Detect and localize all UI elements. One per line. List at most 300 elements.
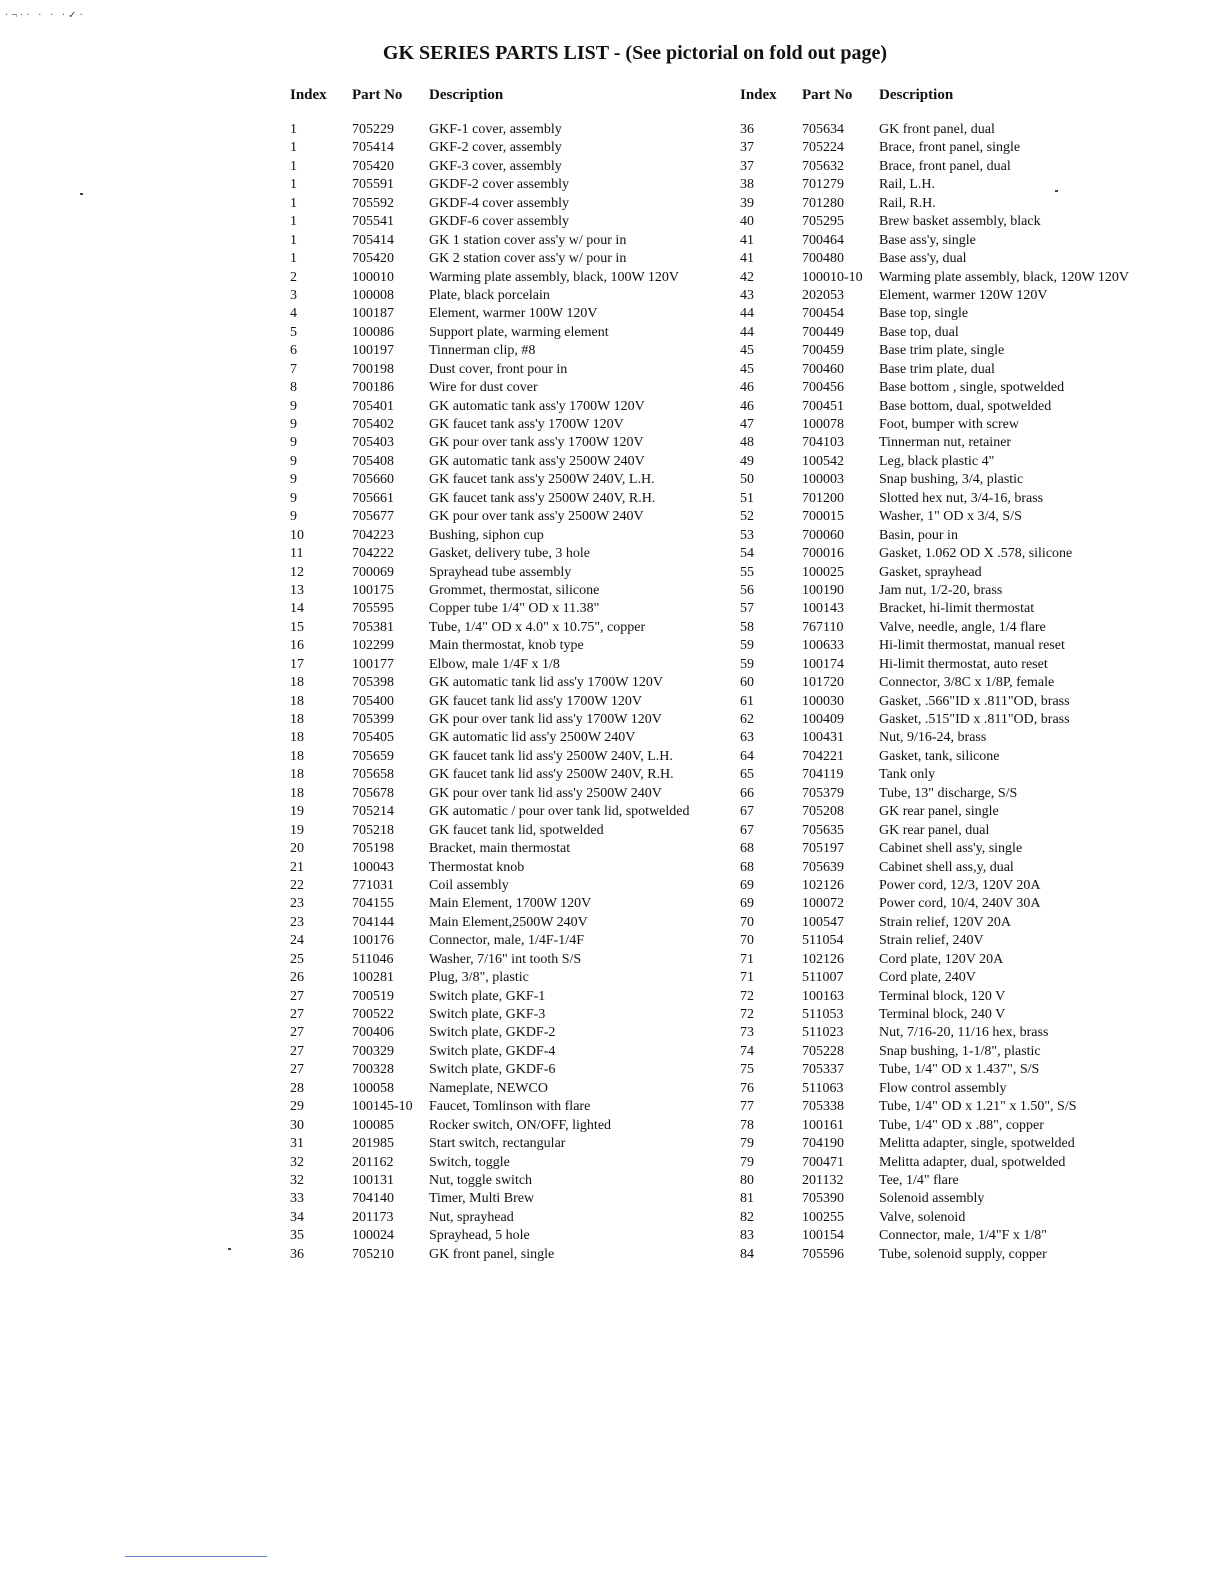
row-index: 21: [290, 859, 304, 875]
table-row: [740, 803, 1180, 821]
row-index: 10: [290, 527, 304, 543]
row-index: 42: [740, 269, 754, 285]
row-part-no: 100043: [352, 859, 394, 875]
row-index: 83: [740, 1228, 754, 1244]
row-description: Snap bushing, 1-1/8", plastic: [879, 1043, 1041, 1059]
row-index: 3: [290, 287, 297, 303]
table-row: [290, 195, 740, 213]
table-row: [290, 1080, 740, 1098]
table-row: [740, 600, 1180, 618]
table-row: [740, 766, 1180, 784]
row-index: 70: [740, 914, 754, 930]
row-description: Thermostat knob: [429, 859, 525, 875]
table-row: [290, 213, 740, 231]
row-description: Gasket, .515"ID x .811"OD, brass: [879, 712, 1070, 727]
table-row: [290, 1172, 740, 1190]
row-description: Nut, sprayhead: [429, 1209, 514, 1225]
row-index: 29: [290, 1099, 304, 1115]
row-description: Main Element, 1700W 120V: [429, 896, 592, 912]
row-index: 44: [740, 324, 754, 340]
table-row: [740, 121, 1180, 139]
row-description: GK faucet tank lid ass'y 2500W 240V, L.H.: [429, 748, 673, 764]
table-row: [290, 693, 740, 711]
table-row: [290, 877, 740, 895]
row-part-no: 705414: [352, 232, 394, 248]
row-description: GK faucet tank lid, spotwelded: [429, 822, 604, 838]
row-part-no: 705420: [352, 158, 394, 174]
row-description: Leg, black plastic 4": [879, 453, 995, 469]
table-row: [740, 748, 1180, 766]
scan-speck: [228, 1248, 231, 1250]
row-description: Rocker switch, ON/OFF, lighted: [429, 1117, 612, 1133]
row-part-no: 704221: [802, 748, 844, 764]
row-index: 9: [290, 435, 297, 451]
row-index: 76: [740, 1080, 754, 1096]
table-row: [290, 232, 740, 250]
row-index: 27: [290, 1007, 304, 1022]
table-row: [740, 711, 1180, 729]
row-part-no: 705400: [352, 693, 394, 709]
row-description: Gasket, .566"ID x .811"OD, brass: [879, 693, 1070, 709]
row-part-no: 704223: [352, 527, 394, 543]
row-part-no: 705224: [802, 140, 844, 156]
row-part-no: 700060: [802, 527, 844, 543]
row-index: 34: [290, 1209, 304, 1225]
row-description: Melitta adapter, single, spotwelded: [879, 1136, 1075, 1152]
table-row: [740, 213, 1180, 231]
row-index: 63: [740, 730, 754, 746]
row-part-no: 705635: [802, 822, 844, 838]
table-row: [740, 1227, 1180, 1245]
table-row: [740, 859, 1180, 877]
row-description: Strain relief, 120V 20A: [879, 914, 1011, 930]
row-part-no: 700480: [802, 251, 844, 267]
row-description: Grommet, thermostat, silicone: [429, 582, 600, 598]
scan-speck: [80, 193, 83, 195]
row-description: Plug, 3/8", plastic: [429, 970, 529, 986]
table-row: [740, 729, 1180, 747]
row-part-no: 705337: [802, 1062, 844, 1078]
row-part-no: 100161: [802, 1117, 844, 1133]
row-description: Plate, black porcelain: [429, 287, 550, 303]
row-description: Terminal block, 240 V: [879, 1007, 1006, 1022]
row-description: Cord plate, 120V 20A: [879, 951, 1004, 967]
row-index: 68: [740, 841, 754, 857]
row-part-no: 100085: [352, 1117, 394, 1133]
row-description: Jam nut, 1/2-20, brass: [879, 582, 1003, 598]
row-part-no: 100197: [352, 343, 394, 359]
row-part-no: 102126: [802, 951, 844, 967]
row-part-no: 100163: [802, 988, 844, 1004]
table-row: [290, 416, 740, 434]
row-description: Nameplate, NEWCO: [429, 1080, 548, 1096]
row-part-no: 700449: [802, 324, 844, 340]
row-description: Base bottom , single, spotwelded: [879, 380, 1065, 396]
row-part-no: 700015: [802, 509, 844, 525]
row-description: GK pour over tank ass'y 2500W 240V: [429, 509, 644, 525]
row-description: GK automatic tank ass'y 2500W 240V: [429, 453, 645, 469]
row-index: 44: [740, 306, 754, 322]
table-row: [290, 1117, 740, 1135]
row-index: 69: [740, 896, 754, 912]
table-row: [740, 637, 1180, 655]
header-index: Index: [290, 87, 327, 103]
row-index: 66: [740, 785, 754, 801]
row-part-no: 100010-10: [802, 269, 863, 285]
row-description: Element, warmer 100W 120V: [429, 306, 598, 322]
row-description: Base ass'y, dual: [879, 251, 967, 267]
table-row: [740, 1154, 1180, 1172]
row-part-no: 705405: [352, 730, 394, 746]
row-part-no: 100174: [802, 656, 844, 672]
row-index: 39: [740, 195, 754, 211]
row-index: 46: [740, 398, 754, 414]
row-part-no: 705596: [802, 1246, 844, 1262]
table-row: [290, 1209, 740, 1227]
row-description: GK automatic / pour over tank lid, spotwelded: [429, 804, 690, 820]
row-description: Tee, 1/4" flare: [879, 1172, 959, 1188]
row-part-no: 700460: [802, 361, 844, 377]
row-part-no: 705228: [802, 1043, 844, 1059]
row-index: 41: [740, 251, 754, 267]
row-description: GK faucet tank lid ass'y 2500W 240V, R.H.: [429, 767, 674, 783]
row-description: GK front panel, dual: [879, 122, 995, 137]
row-part-no: 705210: [352, 1246, 394, 1262]
row-index: 46: [740, 380, 754, 396]
table-row: [740, 139, 1180, 157]
row-description: Cabinet shell ass'y, single: [879, 841, 1023, 857]
table-row: [740, 840, 1180, 858]
row-description: Base ass'y, single: [879, 232, 976, 248]
table-row: [290, 1043, 740, 1061]
row-description: Switch plate, GKF-1: [429, 988, 546, 1004]
table-row: [290, 564, 740, 582]
row-description: Bracket, main thermostat: [429, 841, 571, 857]
row-index: 81: [740, 1191, 754, 1207]
table-row: [740, 379, 1180, 397]
table-row: [290, 951, 740, 969]
row-part-no: 201173: [352, 1209, 394, 1225]
row-index: 36: [290, 1246, 304, 1262]
table-row: [290, 1135, 740, 1153]
table-row: [740, 1006, 1180, 1024]
row-index: 9: [290, 490, 297, 506]
row-index: 59: [740, 656, 754, 672]
row-part-no: 100030: [802, 693, 844, 709]
row-part-no: 100025: [802, 564, 844, 580]
row-index: 19: [290, 822, 304, 838]
row-description: GK automatic tank ass'y 1700W 120V: [429, 398, 645, 414]
row-description: GKF-2 cover, assembly: [429, 140, 562, 156]
row-description: Power cord, 12/3, 120V 20A: [879, 877, 1041, 893]
row-index: 65: [740, 767, 754, 783]
row-part-no: 705403: [352, 435, 394, 451]
row-index: 72: [740, 988, 754, 1004]
table-row: [290, 121, 740, 139]
row-part-no: 705381: [352, 619, 394, 635]
row-index: 40: [740, 214, 754, 230]
table-row: [740, 324, 1180, 342]
row-index: 18: [290, 767, 304, 783]
table-row: [740, 176, 1180, 194]
row-part-no: 705408: [352, 453, 394, 469]
row-description: Main Element,2500W 240V: [429, 914, 588, 930]
row-part-no: 771031: [352, 877, 394, 893]
row-part-no: 700186: [352, 380, 394, 396]
row-part-no: 511054: [802, 933, 844, 949]
row-description: Valve, solenoid: [879, 1209, 966, 1225]
row-index: 9: [290, 509, 297, 525]
row-description: Foot, bumper with screw: [879, 417, 1019, 432]
table-row: [290, 1154, 740, 1172]
table-row: [290, 471, 740, 489]
row-index: 6: [290, 343, 297, 359]
row-part-no: 100633: [802, 638, 844, 654]
row-description: Terminal block, 120 V: [879, 988, 1006, 1004]
table-row: [290, 305, 740, 323]
row-part-no: 100145-10: [352, 1099, 413, 1115]
row-index: 75: [740, 1062, 754, 1078]
row-description: Nut, toggle switch: [429, 1172, 533, 1188]
row-part-no: 705398: [352, 675, 394, 691]
row-index: 15: [290, 619, 304, 635]
table-row: [740, 1080, 1180, 1098]
row-index: 28: [290, 1080, 304, 1096]
row-description: Gasket, tank, silicone: [879, 748, 1000, 764]
row-part-no: 705390: [802, 1191, 844, 1207]
row-index: 23: [290, 896, 304, 912]
row-part-no: 100003: [802, 472, 844, 488]
table-row: [290, 158, 740, 176]
table-row: [740, 545, 1180, 563]
row-index: 48: [740, 435, 754, 451]
row-index: 31: [290, 1136, 304, 1152]
row-index: 71: [740, 970, 754, 986]
row-description: Valve, needle, angle, 1/4 flare: [879, 619, 1046, 635]
row-index: 18: [290, 693, 304, 709]
row-part-no: 704155: [352, 896, 394, 912]
row-description: Switch plate, GKDF-6: [429, 1062, 556, 1078]
row-index: 27: [290, 1062, 304, 1078]
row-description: Slotted hex nut, 3/4-16, brass: [879, 490, 1044, 506]
row-index: 9: [290, 453, 297, 469]
row-index: 20: [290, 841, 304, 857]
table-header: [290, 84, 740, 106]
table-row: [740, 914, 1180, 932]
table-row: [740, 656, 1180, 674]
table-row: [290, 656, 740, 674]
row-part-no: 705677: [352, 509, 394, 525]
row-description: Switch plate, GKF-3: [429, 1007, 546, 1022]
header-description: Description: [879, 87, 954, 103]
row-description: GK pour over tank ass'y 1700W 120V: [429, 435, 644, 451]
row-description: Melitta adapter, dual, spotwelded: [879, 1154, 1066, 1170]
table-header: [740, 84, 1180, 106]
row-part-no: 201162: [352, 1154, 394, 1170]
table-row: [740, 250, 1180, 268]
row-part-no: 101720: [802, 675, 844, 691]
row-index: 12: [290, 564, 304, 580]
table-row: [740, 582, 1180, 600]
table-row: [290, 379, 740, 397]
row-description: Bracket, hi-limit thermostat: [879, 601, 1035, 617]
table-row: [740, 1024, 1180, 1042]
row-index: 51: [740, 490, 754, 506]
row-part-no: 705639: [802, 859, 844, 875]
row-description: GK faucet tank ass'y 1700W 120V: [429, 417, 624, 432]
row-index: 2: [290, 269, 297, 285]
row-description: GK automatic tank lid ass'y 1700W 120V: [429, 675, 664, 691]
row-part-no: 700522: [352, 1007, 394, 1022]
table-row: [740, 564, 1180, 582]
table-row: [740, 453, 1180, 471]
row-part-no: 705595: [352, 601, 394, 617]
table-row: [290, 398, 740, 416]
row-part-no: 704140: [352, 1191, 394, 1207]
row-description: Tube, 1/4" OD x 1.21" x 1.50", S/S: [879, 1099, 1077, 1115]
row-part-no: 704119: [802, 767, 844, 783]
row-index: 59: [740, 638, 754, 654]
row-index: 27: [290, 988, 304, 1004]
row-description: Tinnerman nut, retainer: [879, 435, 1012, 451]
row-part-no: 100431: [802, 730, 844, 746]
row-index: 71: [740, 951, 754, 967]
row-index: 58: [740, 619, 754, 635]
row-description: Washer, 1" OD x 3/4, S/S: [879, 509, 1022, 525]
row-index: 9: [290, 472, 297, 488]
table-row: [290, 1098, 740, 1116]
row-part-no: 704144: [352, 914, 394, 930]
row-description: GK pour over tank lid ass'y 1700W 120V: [429, 712, 662, 727]
row-part-no: 705229: [352, 122, 394, 137]
row-description: Snap bushing, 3/4, plastic: [879, 472, 1024, 488]
row-part-no: 705218: [352, 822, 394, 838]
row-part-no: 511046: [352, 951, 394, 967]
row-description: Tube, 1/4" OD x 4.0" x 10.75", copper: [429, 619, 646, 635]
row-index: 26: [290, 970, 304, 986]
row-index: 73: [740, 1025, 754, 1041]
row-part-no: 511007: [802, 970, 844, 986]
row-index: 74: [740, 1043, 754, 1059]
row-index: 56: [740, 582, 754, 598]
table-row: [740, 287, 1180, 305]
row-index: 19: [290, 804, 304, 820]
row-part-no: 705678: [352, 785, 394, 801]
table-row: [740, 305, 1180, 323]
row-index: 14: [290, 601, 304, 617]
row-part-no: 705541: [352, 214, 394, 230]
row-part-no: 705197: [802, 841, 844, 857]
row-description: Support plate, warming element: [429, 324, 609, 340]
row-description: Rail, L.H.: [879, 177, 935, 193]
row-index: 45: [740, 361, 754, 377]
row-part-no: 705591: [352, 177, 394, 193]
row-description: Base top, single: [879, 306, 969, 322]
row-description: Base bottom, dual, spotwelded: [879, 398, 1052, 414]
table-row: [740, 693, 1180, 711]
table-row: [290, 711, 740, 729]
table-row: [290, 600, 740, 618]
row-part-no: 100024: [352, 1228, 394, 1244]
row-part-no: 100542: [802, 453, 844, 469]
row-part-no: 767110: [802, 619, 844, 635]
row-index: 24: [290, 933, 304, 949]
row-description: GK pour over tank lid ass'y 2500W 240V: [429, 785, 662, 801]
table-row: [290, 1227, 740, 1245]
row-description: Faucet, Tomlinson with flare: [429, 1099, 591, 1115]
row-index: 18: [290, 675, 304, 691]
row-description: Elbow, male 1/4F x 1/8: [429, 656, 560, 672]
row-part-no: 100010: [352, 269, 394, 285]
row-description: Switch plate, GKDF-4: [429, 1043, 556, 1059]
row-description: Switch, toggle: [429, 1154, 510, 1170]
row-description: Basin, pour in: [879, 527, 958, 543]
row-part-no: 705401: [352, 398, 394, 414]
row-part-no: 100177: [352, 656, 394, 672]
table-row: [740, 674, 1180, 692]
table-row: [290, 453, 740, 471]
row-part-no: 700456: [802, 380, 844, 396]
row-description: Brace, front panel, single: [879, 140, 1021, 156]
row-index: 67: [740, 822, 754, 838]
row-description: Warming plate assembly, black, 100W 120V: [429, 269, 680, 285]
row-part-no: 700451: [802, 398, 844, 414]
row-index: 7: [290, 361, 297, 377]
row-index: 1: [290, 195, 297, 211]
row-part-no: 100078: [802, 417, 844, 432]
row-index: 68: [740, 859, 754, 875]
row-index: 62: [740, 712, 754, 727]
row-index: 80: [740, 1172, 754, 1188]
table-row: [290, 914, 740, 932]
table-row: [290, 250, 740, 268]
row-description: Connector, 3/8C x 1/8P, female: [879, 675, 1055, 691]
table-row: [290, 822, 740, 840]
row-part-no: 705208: [802, 804, 844, 820]
table-row: [290, 1006, 740, 1024]
row-description: Tank only: [879, 767, 936, 783]
row-index: 55: [740, 564, 754, 580]
row-part-no: 100154: [802, 1228, 844, 1244]
table-row: [290, 139, 740, 157]
row-index: 1: [290, 122, 297, 137]
row-part-no: 705338: [802, 1099, 844, 1115]
row-part-no: 700459: [802, 343, 844, 359]
row-part-no: 511063: [802, 1080, 844, 1096]
row-description: Coil assembly: [429, 877, 509, 893]
row-description: GK rear panel, single: [879, 804, 999, 820]
row-part-no: 704222: [352, 546, 394, 562]
table-row: [740, 490, 1180, 508]
row-index: 1: [290, 251, 297, 267]
header-part-no: Part No: [352, 87, 403, 103]
row-part-no: 100281: [352, 970, 394, 986]
table-row: [290, 932, 740, 950]
row-part-no: 100547: [802, 914, 844, 930]
table-row: [740, 822, 1180, 840]
row-index: 61: [740, 693, 754, 709]
row-index: 37: [740, 158, 754, 174]
parts-rows-left: [290, 121, 740, 1264]
bottom-rule: [125, 1556, 267, 1557]
row-part-no: 704190: [802, 1136, 844, 1152]
row-description: Tube, 1/4" OD x 1.437", S/S: [879, 1062, 1040, 1078]
table-row: [740, 434, 1180, 452]
table-row: [740, 895, 1180, 913]
row-description: Switch plate, GKDF-2: [429, 1025, 556, 1041]
row-part-no: 700016: [802, 546, 844, 562]
row-part-no: 700406: [352, 1025, 394, 1041]
